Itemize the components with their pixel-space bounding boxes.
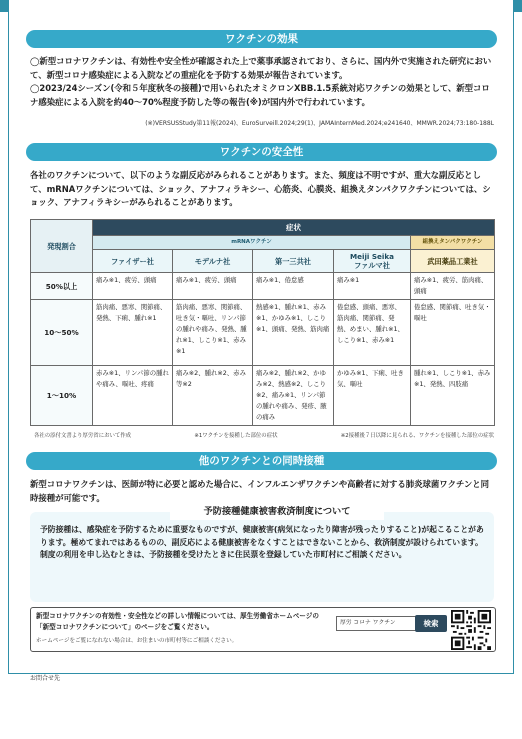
table-row <box>31 273 495 300</box>
table-cell: 痛み※1、倦怠感 <box>253 273 334 300</box>
table-note-2: ※2接種後７日以降に見られる、ワクチンを接種した部位の症状 <box>340 433 494 439</box>
table-cell: 倦怠感、頭痛、悪寒、筋肉痛、関節痛、発熱、めまい、腫れ※1、しこり※1、赤み※1 <box>334 300 411 366</box>
section-title-safety: ワクチンの安全性 <box>26 143 497 161</box>
qr-code-icon[interactable] <box>451 610 491 650</box>
info-sub-text: ホームページをご覧になれない場合は、お住まいの市町村等にご相談ください。 <box>36 638 238 644</box>
freq-header: 発現割合 <box>31 220 93 273</box>
table-note-1: ※1ワクチンを接種した部位の症状 <box>194 433 278 439</box>
table-cell: 腫れ※1、しこり※1、赤み※1、発熱、四肢痛 <box>411 366 495 426</box>
table-note-source: 各社の添付文書より厚労省において作成 <box>34 433 132 439</box>
table-cell: 痛み※1 <box>334 273 411 300</box>
symptom-header: 症状 <box>93 220 495 236</box>
relief-text: 予防接種は、感染症を予防するために重要なものですが、健康被害(病気になったり障害が残ったりすること)が起こることがあります。極めてまれではあるものの、副反応による健康被害をなくすことはできないことから、救済制度が設けられています。制度の利用を申し込むときは、予防接種を受けたときに住民票を登録していた市町村にご相談ください。 <box>40 525 484 559</box>
table-notes <box>34 431 494 439</box>
table-cell: 倦怠感、関節痛、吐き気・嘔吐 <box>411 300 495 366</box>
table-row <box>31 366 495 426</box>
mrna-header: mRNAワクチン <box>93 236 411 250</box>
table-cell: 痛み※2、腫れ※2、かゆみ※2、熱感※2、しこり※2、痛み※1、リンパ節の腫れや痛み、発疹、腋の痛み <box>253 366 334 426</box>
search-input[interactable]: 厚労 コロナ ワクチン <box>336 616 418 631</box>
protein-header: 組換えタンパクワクチン <box>411 236 495 250</box>
table-cell: 痛み※1、疲労、頭痛 <box>93 273 173 300</box>
company-meiji: Meiji Seika ファルマ社 <box>334 250 411 273</box>
table-cell: 痛み※1、疲労、筋肉痛、頭痛 <box>411 273 495 300</box>
effect-reference: (※)VERSUSStudy第11報(2024)、EuroSurveill.2024;29(1)、JAMAInternMed.2024;e241640、MMWR.2024;73:180-188L <box>145 120 494 127</box>
freq-cell: 10～50% <box>31 300 93 366</box>
search-button[interactable]: 検索 <box>415 615 447 632</box>
table-cell: 赤み※1、リンパ節の腫れや痛み、嘔吐、疼痛 <box>93 366 173 426</box>
freq-cell: 50%以上 <box>31 273 93 300</box>
effect-paragraph-1: ◯新型コロナワクチンは、有効性や安全性が確認された上で薬事承認されており、さらに、国内外で実施された研究において、新型コロナ感染症による入院などの重症化を予防する効果が報告されています。 <box>30 56 492 80</box>
freq-cell: 1～10% <box>31 366 93 426</box>
table-cell: 痛み※2、腫れ※2、赤み等※2 <box>173 366 253 426</box>
company-daiichi: 第一三共社 <box>253 250 334 273</box>
info-text: 新型コロナワクチンの有効性・安全性などの詳しい情報については、厚生労働省ホームページの「新型コロナワクチンについて」のページをご覧ください。 <box>36 612 319 631</box>
table-row <box>31 300 495 366</box>
concurrent-paragraph: 新型コロナワクチンは、医師が特に必要と認めた場合に、インフルエンザワクチンや高齢者に対する肺炎球菌ワクチンと同時接種が可能です。 <box>30 479 490 503</box>
company-pfizer: ファイザー社 <box>93 250 173 273</box>
inquiry-label: お問合せ先 <box>30 675 61 682</box>
effect-body <box>30 55 494 109</box>
table-cell: 筋肉痛、悪寒、関節痛、発熱、下痢、腫れ※1 <box>93 300 173 366</box>
side-effect-table <box>30 219 495 426</box>
safety-paragraph: 各社のワクチンについて、以下のような副反応がみられることがあります。また、頻度は不明ですが、重大な副反応として、mRNAワクチンについては、ショック、アナフィラキシー、心筋炎、心膜炎、組換えタンパクワクチンについては、ショック、アナフィラキシーがみられることがあります。 <box>30 170 491 207</box>
table-cell: 筋肉痛、悪寒、関節痛、吐き気・嘔吐、リンパ節の腫れや痛み、発熱、腫れ※1、しこり※1、赤み※1 <box>173 300 253 366</box>
info-box <box>30 607 496 652</box>
relief-title: 予防接種健康被害救済制度について <box>170 504 384 520</box>
company-takeda: 武田薬品工業社 <box>411 250 495 273</box>
table-cell: 熱感※1、腫れ※1、赤み※1、かゆみ※1、しこり※1、頭痛、発熱、筋肉痛 <box>253 300 334 366</box>
section-title-concurrent: 他のワクチンとの同時接種 <box>26 452 497 470</box>
effect-paragraph-2: ◯2023/24シーズン(令和５年度秋冬の接種)で用いられたオミクロンXBB.1.5系統対応ワクチンの効果として、新型コロナ感染症による入院を約40～70%程度予防した等の報告(※)が国内外で行われています。 <box>30 83 490 107</box>
section-title-effect: ワクチンの効果 <box>26 30 497 48</box>
table-cell: 痛み※1、疲労、頭痛 <box>173 273 253 300</box>
relief-box <box>30 506 494 602</box>
table-cell: かゆみ※1、下痢、吐き気、嘔吐 <box>334 366 411 426</box>
company-moderna: モデルナ社 <box>173 250 253 273</box>
